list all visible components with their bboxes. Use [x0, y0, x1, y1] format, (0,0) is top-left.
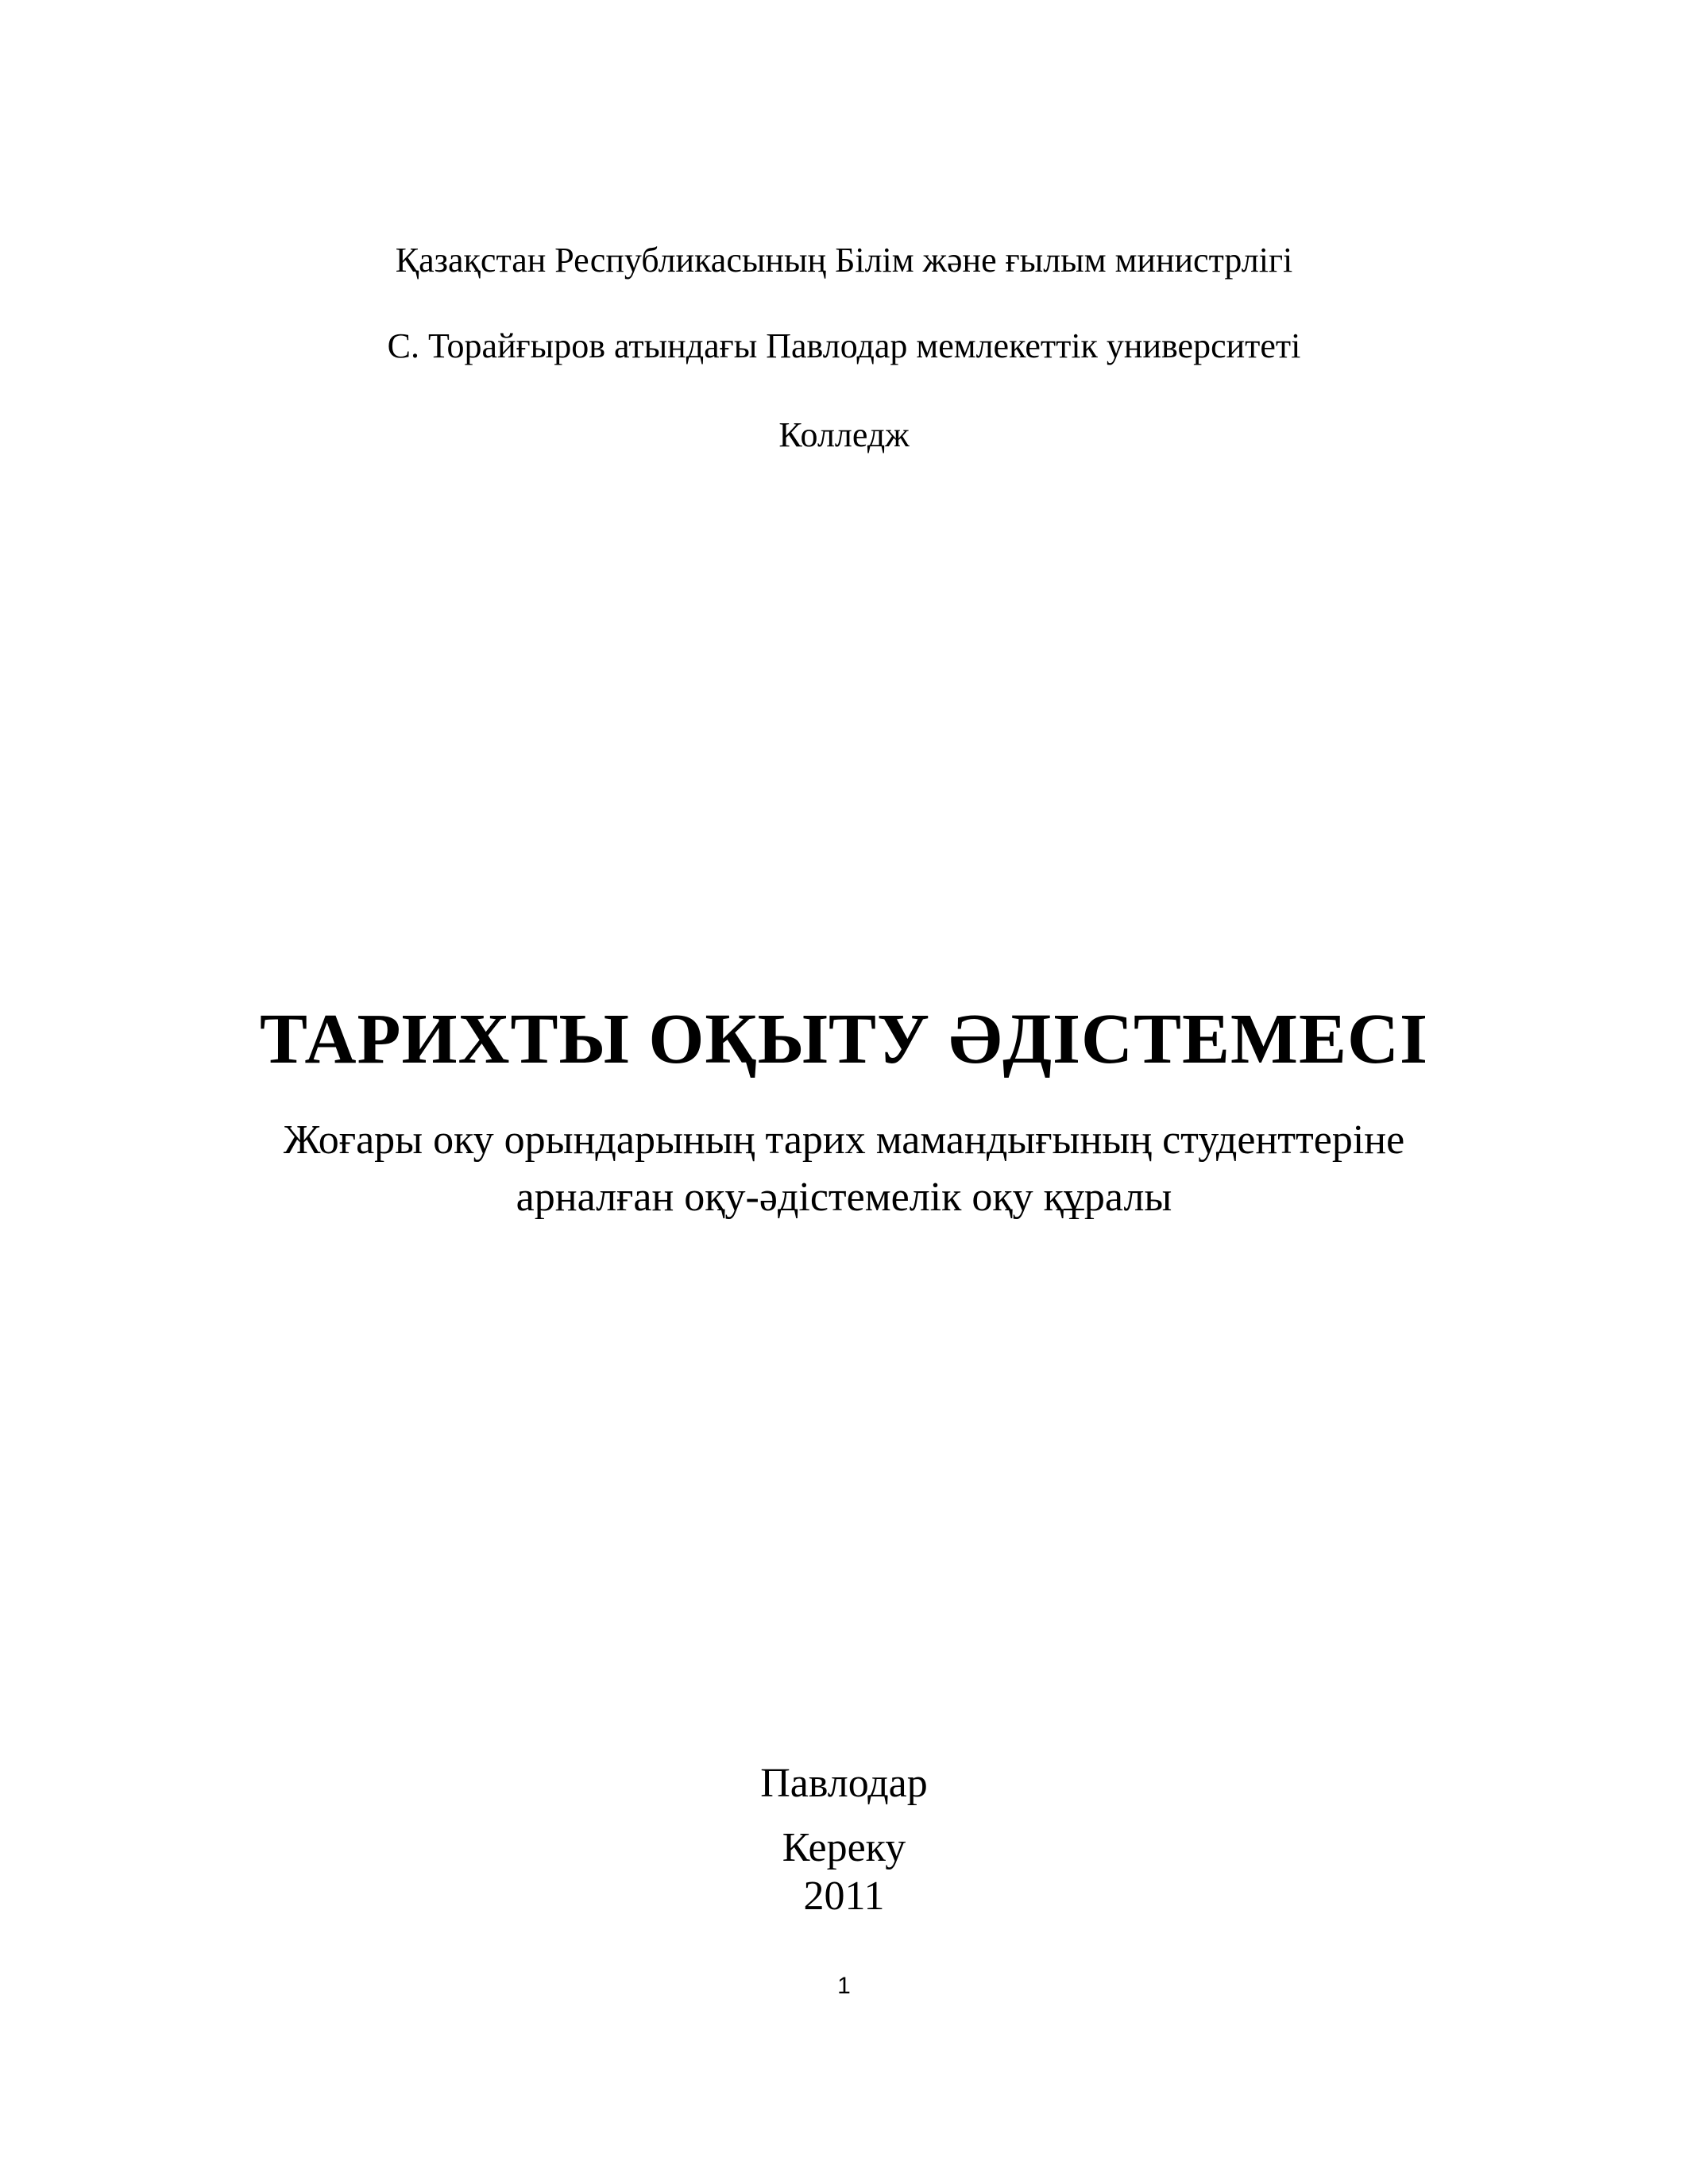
document-title: ТАРИХТЫ ОҚЫТУ ӘДІСТЕМЕСІ	[259, 1000, 1429, 1078]
publication-year: 2011	[803, 1873, 885, 1919]
ministry-heading: Қазақстан Республикасының Білім және ғылым министрлігі	[395, 241, 1293, 280]
document-subtitle-line-2: арналған оқу-әдістемелік оқу құралы	[516, 1175, 1172, 1220]
publication-city: Павлодар	[760, 1761, 928, 1806]
university-heading: С. Торайғыров атындағы Павлодар мемлекеттік университеті	[387, 326, 1301, 365]
college-heading: Колледж	[778, 415, 910, 454]
page-number: 1	[837, 1973, 851, 1999]
document-subtitle-line-1: Жоғары оку орындарының тарих мамандығының студенттеріне	[283, 1117, 1405, 1163]
publication-alt-city: Кереку	[782, 1825, 906, 1870]
